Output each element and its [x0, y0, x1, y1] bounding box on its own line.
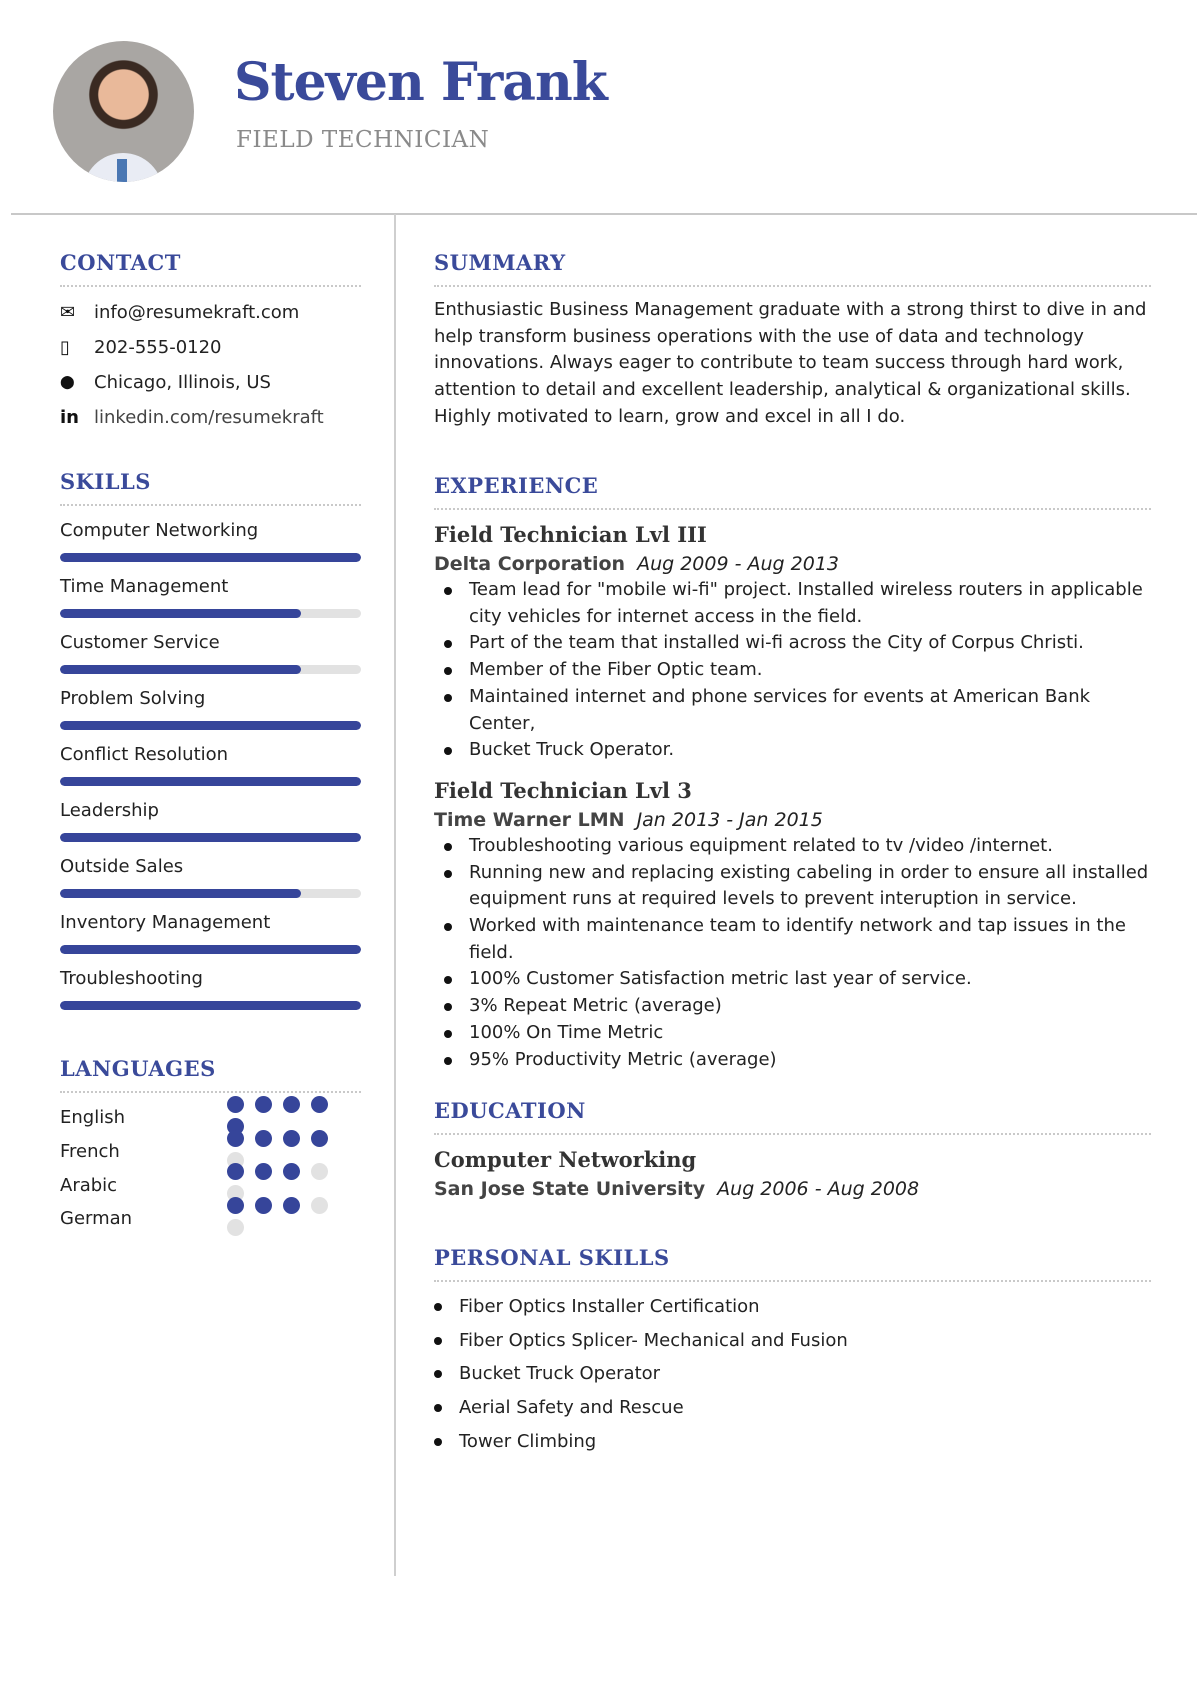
rating-dot — [255, 1197, 272, 1214]
degree: Computer Networking — [434, 1147, 697, 1172]
job-title: FIELD TECHNICIAN — [236, 127, 490, 153]
profile-photo — [53, 41, 194, 182]
contact-text: 202-555-0120 — [94, 337, 222, 358]
rating-dot — [311, 1197, 328, 1214]
skill-bar-fill — [60, 665, 301, 674]
rating-dot — [227, 1096, 244, 1113]
bullet-item: Team lead for "mobile wi-fi" project. Installed wireless routers in applicable city vehicles for internet access in the field. — [434, 577, 1151, 630]
experience-heading: EXPERIENCE — [434, 473, 599, 498]
skill-bar-fill — [60, 609, 301, 618]
location-pin-icon: ⬤ — [60, 375, 75, 390]
skill-label: Time Management — [60, 576, 229, 597]
personal-skill-item: Aerial Safety and Rescue — [434, 1391, 1151, 1425]
skill-bar — [60, 553, 361, 562]
phone-icon: ▯ — [60, 337, 70, 358]
skill-bar — [60, 833, 361, 842]
job-dates: Jan 2013 - Jan 2015 — [636, 808, 823, 831]
personal-skill-item: Fiber Optics Installer Certification — [434, 1290, 1151, 1324]
divider — [60, 1091, 361, 1093]
rating-dot — [255, 1130, 272, 1147]
language-item — [60, 1202, 361, 1236]
bullet-item: 95% Productivity Metric (average) — [434, 1047, 1151, 1074]
skill-bar-fill — [60, 833, 361, 842]
rating-dot — [283, 1197, 300, 1214]
contact-text[interactable]: linkedin.com/resumekraft — [94, 407, 324, 428]
skill-item — [60, 968, 361, 1024]
header-divider — [11, 213, 1197, 215]
school-line — [434, 1178, 1151, 1200]
contact-text: Chicago, Illinois, US — [94, 372, 271, 393]
skill-item — [60, 800, 361, 856]
contact-item — [60, 295, 361, 330]
linkedin-icon: in — [60, 407, 79, 428]
rating-dot — [227, 1197, 244, 1214]
personal-skill-item: Fiber Optics Splicer- Mechanical and Fusion — [434, 1324, 1151, 1358]
rating-dot — [311, 1130, 328, 1147]
rating-dot — [311, 1163, 328, 1180]
skills-section — [60, 469, 361, 1024]
rating-dot — [311, 1096, 328, 1113]
language-label: English — [60, 1107, 125, 1129]
contact-section — [60, 250, 361, 435]
company: Delta Corporation — [434, 553, 626, 575]
candidate-name: Steven Frank — [234, 52, 607, 113]
language-label: French — [60, 1141, 120, 1163]
divider — [60, 504, 361, 506]
contact-item — [60, 330, 361, 365]
divider — [434, 1133, 1151, 1135]
skill-item — [60, 576, 361, 632]
skill-bar-fill — [60, 889, 301, 898]
skills-heading: SKILLS — [60, 469, 151, 494]
rating-dot — [227, 1130, 244, 1147]
skill-bar-fill — [60, 945, 361, 954]
skill-bar-fill — [60, 777, 361, 786]
languages-section — [60, 1056, 361, 1236]
job-title: Field Technician Lvl III — [434, 522, 707, 547]
divider — [434, 1280, 1151, 1282]
education-section — [434, 1098, 1151, 1200]
contact-heading: CONTACT — [60, 250, 181, 275]
skill-item — [60, 632, 361, 688]
skill-bar — [60, 609, 361, 618]
summary-section — [434, 250, 1151, 431]
skill-bar — [60, 1001, 361, 1010]
skill-bar-fill — [60, 553, 361, 562]
skill-label: Customer Service — [60, 632, 220, 653]
language-label: Arabic — [60, 1174, 118, 1196]
skill-bar — [60, 665, 361, 674]
bullet-item: Bucket Truck Operator. — [434, 737, 1151, 764]
company: Time Warner LMN — [434, 808, 625, 831]
rating-dot — [283, 1163, 300, 1180]
skill-item — [60, 744, 361, 800]
skill-label: Problem Solving — [60, 688, 206, 709]
skill-bar — [60, 889, 361, 898]
skill-bar-fill — [60, 721, 361, 730]
rating-dot — [283, 1130, 300, 1147]
company-line — [434, 553, 1151, 575]
skill-label: Conflict Resolution — [60, 744, 229, 765]
language-rating — [227, 1197, 361, 1241]
bullet-item: Running new and replacing existing cabeling in order to ensure all installed equipment runs at required levels to prevent interuption in service. — [434, 860, 1151, 913]
divider — [434, 508, 1151, 510]
skill-bar — [60, 721, 361, 730]
rating-dot — [227, 1163, 244, 1180]
rating-dot — [255, 1163, 272, 1180]
contact-item — [60, 400, 361, 435]
envelope-icon: ✉ — [60, 302, 76, 323]
skill-label: Computer Networking — [60, 520, 259, 541]
bullet-item: Maintained internet and phone services for events at American Bank Center, — [434, 684, 1151, 737]
skill-item — [60, 856, 361, 912]
experience-section — [434, 473, 1151, 1073]
rating-dot — [255, 1096, 272, 1113]
skill-item — [60, 688, 361, 744]
languages-heading: LANGUAGES — [60, 1056, 216, 1081]
column-divider — [394, 214, 396, 1576]
job-bullets — [434, 833, 1151, 1073]
skill-label: Troubleshooting — [60, 968, 203, 989]
divider — [434, 285, 1151, 287]
job-dates: Aug 2009 - Aug 2013 — [637, 553, 839, 575]
school: San Jose State University — [434, 1178, 706, 1200]
language-label: German — [60, 1208, 133, 1230]
job-title: Field Technician Lvl 3 — [434, 777, 692, 803]
skill-bar-fill — [60, 1001, 361, 1010]
skill-item — [60, 520, 361, 576]
bullet-item: 3% Repeat Metric (average) — [434, 993, 1151, 1020]
skill-label: Outside Sales — [60, 856, 184, 877]
contact-item — [60, 365, 361, 400]
divider — [60, 285, 361, 287]
job-bullets — [434, 577, 1151, 764]
job-entry — [434, 522, 1151, 764]
skill-item — [60, 912, 361, 968]
skill-label: Leadership — [60, 800, 159, 821]
skill-bar — [60, 945, 361, 954]
personal-skills-heading: PERSONAL SKILLS — [434, 1245, 670, 1270]
personal-skills-section — [434, 1245, 1151, 1459]
education-heading: EDUCATION — [434, 1098, 586, 1123]
summary-heading: SUMMARY — [434, 250, 566, 275]
bullet-item: Troubleshooting various equipment related to tv /video /internet. — [434, 833, 1151, 860]
bullet-item: 100% Customer Satisfaction metric last year of service. — [434, 966, 1151, 993]
bullet-item: Member of the Fiber Optic team. — [434, 657, 1151, 684]
bullet-item: 100% On Time Metric — [434, 1020, 1151, 1047]
summary-text: Enthusiastic Business Management graduate with a strong thirst to dive in and help transform business operations with the use of data and technology innovations. Always eager to contribute to team success through hard work, attention to detail and excellent leadership, analytical & organizational skills. Highly motivated to learn, grow and excel in all I do. — [434, 299, 1147, 427]
skill-label: Inventory Management — [60, 912, 271, 933]
job-entry — [434, 778, 1151, 1073]
skill-bar — [60, 777, 361, 786]
contact-text[interactable]: info@resumekraft.com — [94, 302, 300, 323]
rating-dot — [227, 1219, 244, 1236]
company-line — [434, 809, 1151, 831]
rating-dot — [283, 1096, 300, 1113]
education-dates: Aug 2006 - Aug 2008 — [717, 1178, 920, 1200]
personal-skill-item: Tower Climbing — [434, 1425, 1151, 1459]
personal-skill-item: Bucket Truck Operator — [434, 1357, 1151, 1391]
bullet-item: Part of the team that installed wi-fi across the City of Corpus Christi. — [434, 630, 1151, 657]
bullet-item: Worked with maintenance team to identify network and tap issues in the field. — [434, 913, 1151, 966]
